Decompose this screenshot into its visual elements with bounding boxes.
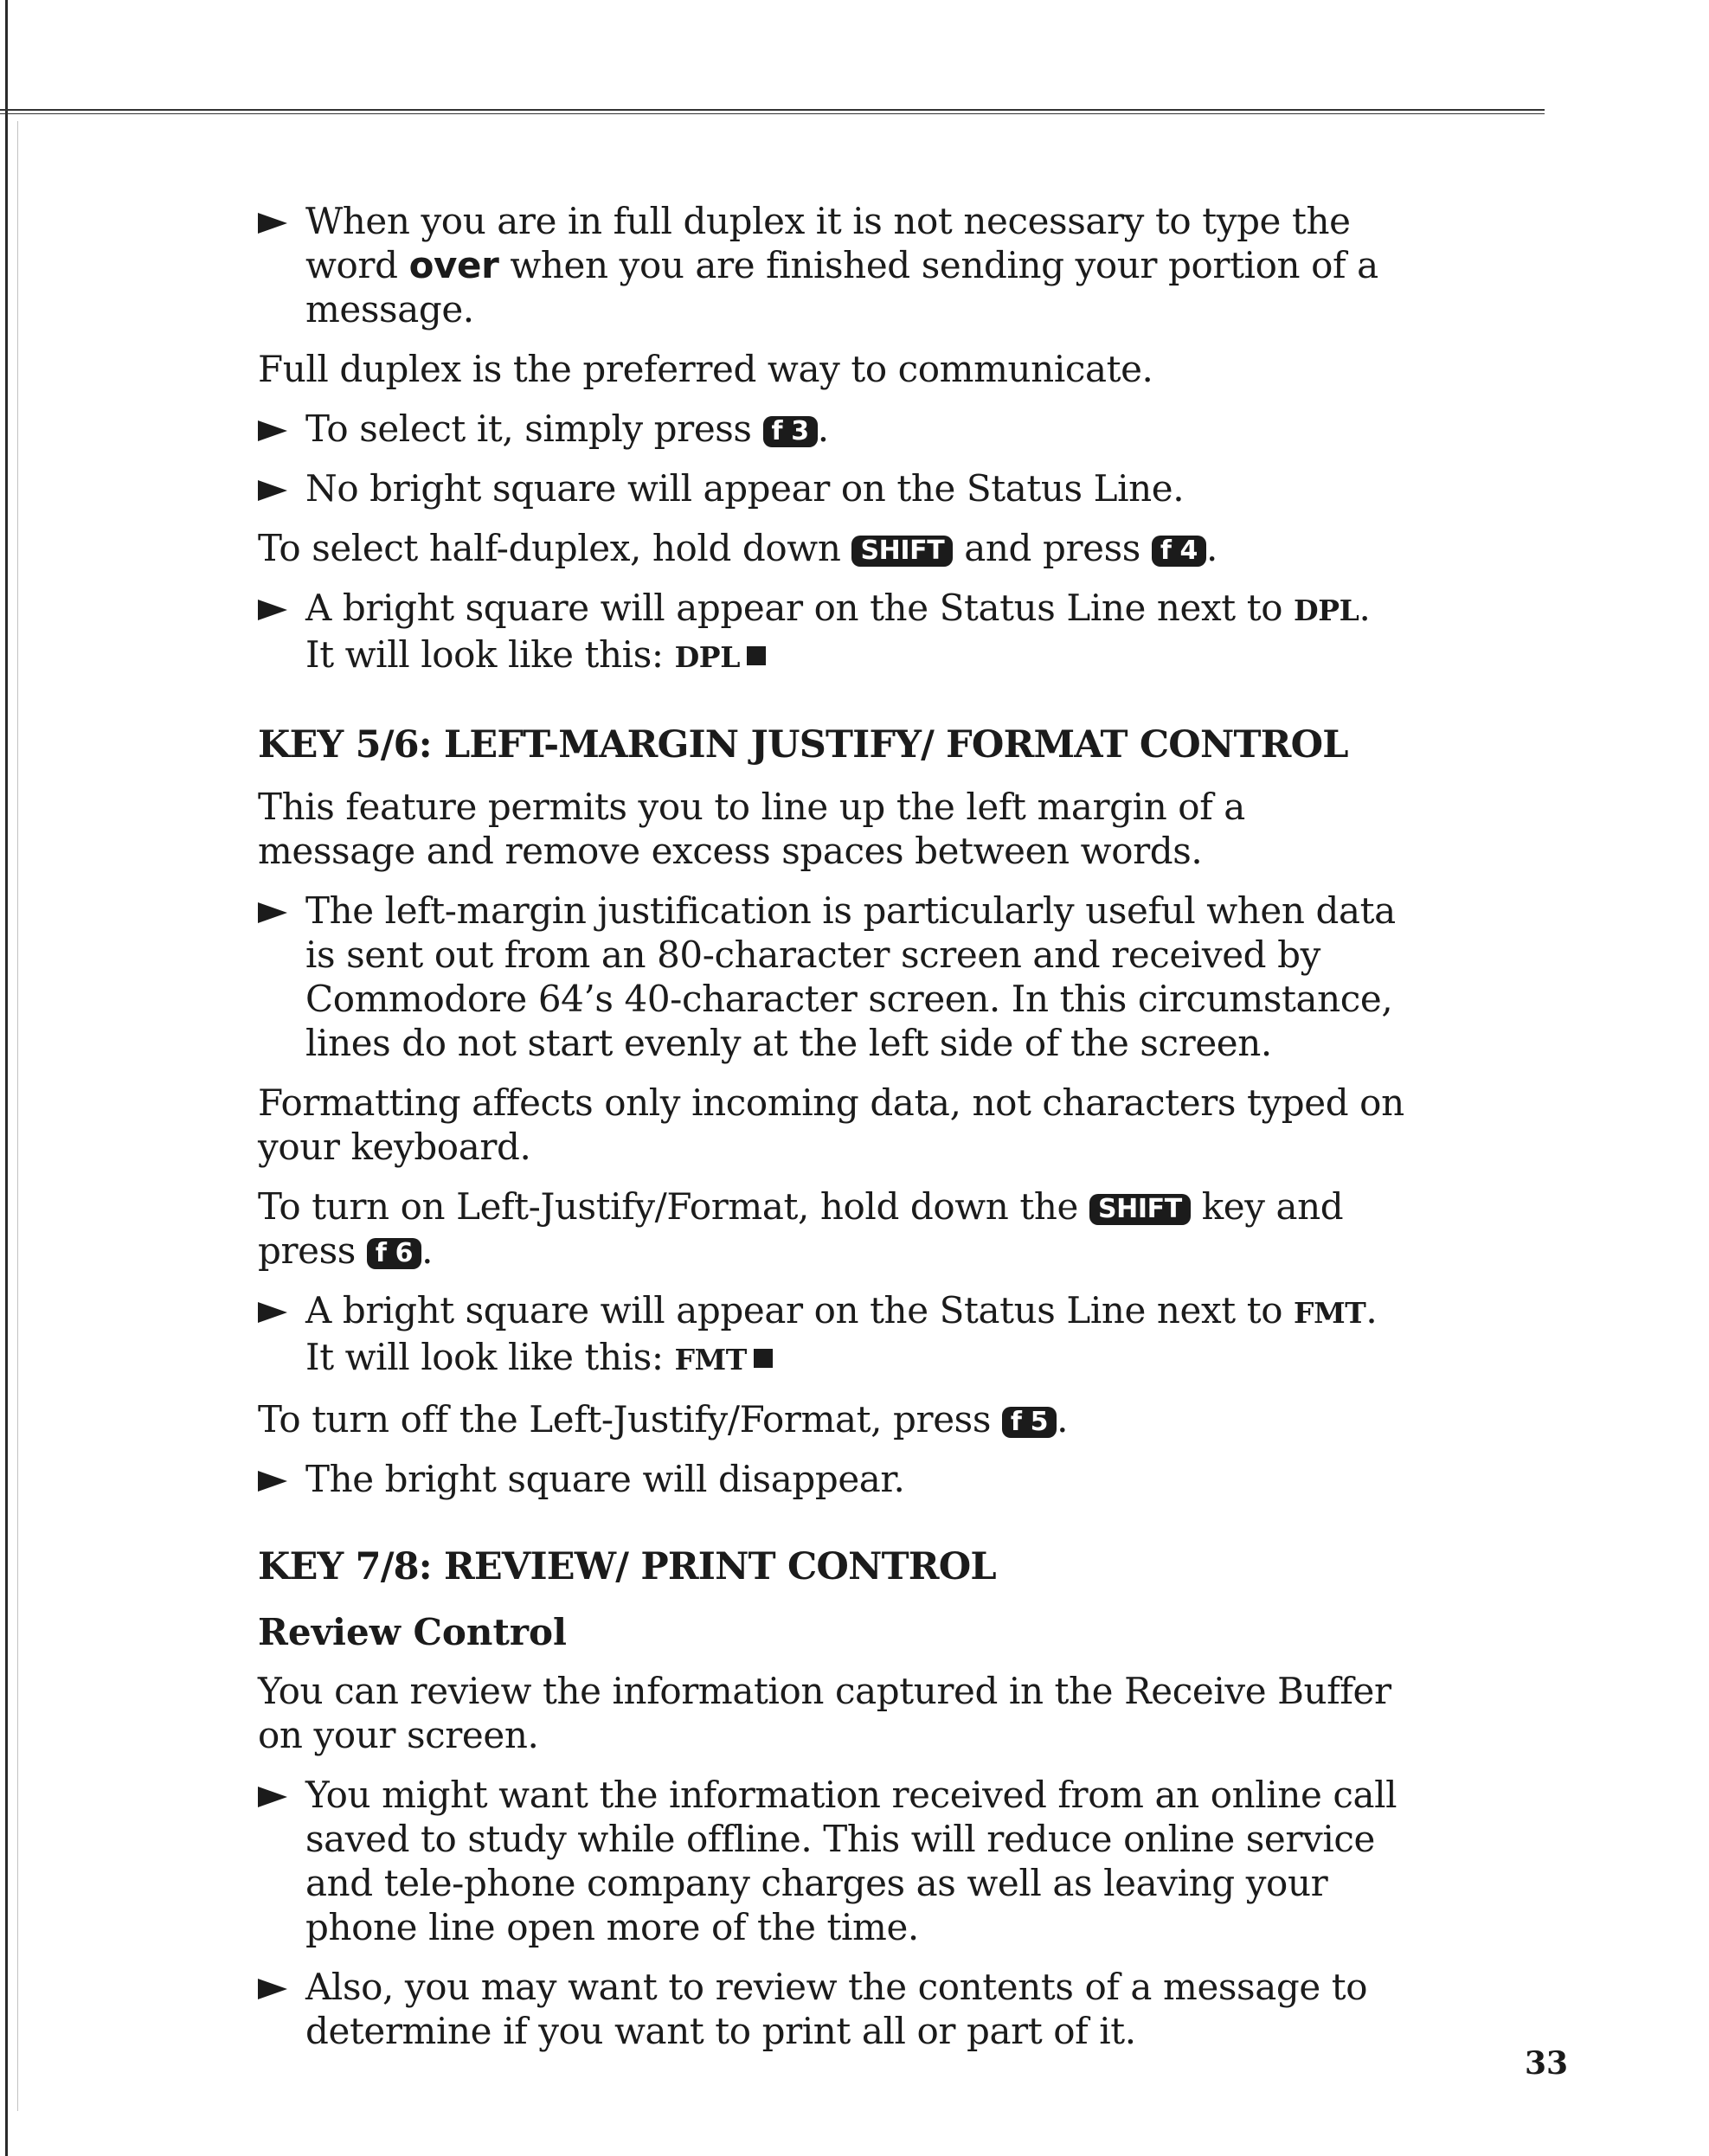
bullet-triangle-icon — [258, 213, 287, 234]
heading-key-7-8: KEY 7/8: REVIEW/ PRINT CONTROL — [258, 1545, 996, 1588]
heading-key-5-6: KEY 5/6: LEFT-MARGIN JUSTIFY/ FORMAT CONTROL — [258, 723, 1348, 767]
keyword-over: over — [408, 244, 499, 286]
page-body — [258, 199, 1409, 2069]
bullet-triangle-icon — [258, 1979, 287, 1999]
bullet-triangle-icon — [258, 600, 287, 620]
bullet-full-duplex-over: When you are in full duplex it is not necessary to type the word over when you are finished sending your portion of a message. — [258, 199, 1409, 331]
bullet-no-bright-square: No bright square will appear on the Status Line. — [258, 466, 1409, 510]
page-number: 33 — [1525, 2045, 1569, 2082]
heading-review-control: Review Control — [258, 1611, 567, 1653]
bullet-triangle-icon — [258, 1787, 287, 1807]
binding-shadow — [17, 121, 18, 2111]
bright-square-icon — [754, 1349, 773, 1368]
para-feature-description: This feature permits you to line up the left margin of a message and remove excess spaces between words. — [258, 786, 1245, 872]
header-rule — [0, 109, 1545, 114]
key-shift-icon: SHIFT — [851, 536, 953, 567]
bullet-triangle-icon — [258, 1302, 287, 1323]
bullet-save-offline: You might want the information received from an online call saved to study while offline. This will reduce online service and tele-phone company charges as well as leaving your phone line open more of the time. — [258, 1773, 1409, 1949]
binding-edge — [5, 0, 8, 2156]
para-full-duplex-preferred: Full duplex is the preferred way to communicate. — [258, 348, 1153, 390]
bullet-triangle-icon — [258, 902, 287, 923]
bullet-triangle-icon — [258, 480, 287, 501]
key-f3-icon: f 3 — [763, 416, 818, 447]
bright-square-icon — [747, 646, 766, 665]
key-f4-icon: f 4 — [1152, 536, 1206, 567]
bullet-review-print: Also, you may want to review the contents of a message to determine if you want to print all or part of it. — [258, 1965, 1409, 2053]
bullet-justification-usefulness: The left-margin justification is particularly useful when data is sent out from an 80-character screen and received by Commodore 64’s 40-character screen. In this circumstance, lines do not start evenly at the left side of the screen. — [258, 889, 1409, 1065]
para-turn-on-format: To turn on Left-Justify/Format, hold down the SHIFT key and press f 6 . — [258, 1185, 1344, 1272]
key-shift-icon: SHIFT — [1089, 1194, 1191, 1225]
bullet-dpl-square: A bright square will appear on the Status Line next to DPL. It will look like this: DPL — [258, 586, 1409, 679]
bullet-triangle-icon — [258, 420, 287, 441]
para-formatting-incoming: Formatting affects only incoming data, not characters typed on your keyboard. — [258, 1081, 1404, 1168]
bullet-fmt-square: A bright square will appear on the Status Line next to FMT. It will look like this: FMT — [258, 1288, 1409, 1382]
key-f5-icon: f 5 — [1002, 1407, 1057, 1438]
key-f6-icon: f 6 — [367, 1238, 421, 1269]
para-select-half-duplex: To select half-duplex, hold down SHIFT and press f 4 . — [258, 527, 1218, 569]
bullet-square-disappear: The bright square will disappear. — [258, 1457, 1409, 1501]
bullet-triangle-icon — [258, 1471, 287, 1492]
bullet-select-full-duplex: To select it, simply press f 3 . — [258, 407, 1409, 451]
para-turn-off-format: To turn off the Left-Justify/Format, press f 5 . — [258, 1398, 1069, 1441]
para-review-buffer: You can review the information captured in the Receive Buffer on your screen. — [258, 1670, 1391, 1756]
